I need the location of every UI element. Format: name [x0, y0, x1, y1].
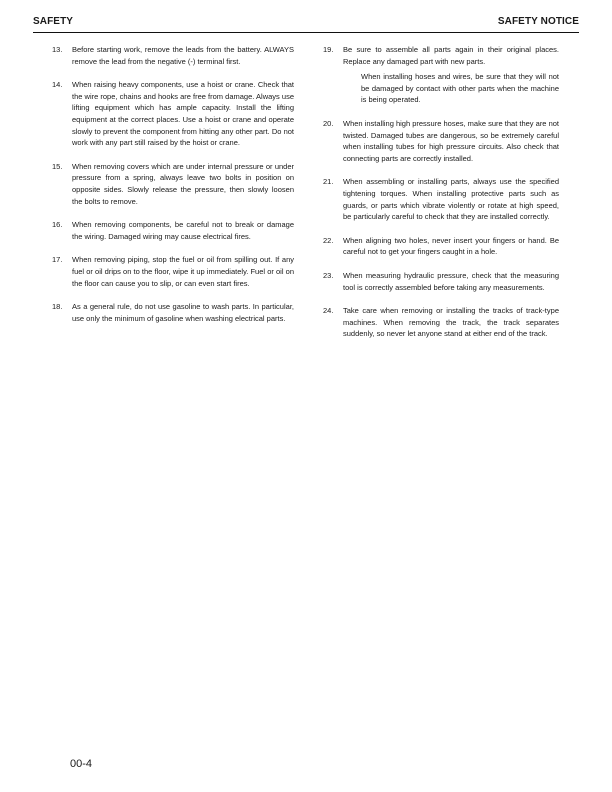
item-number: 18. [52, 302, 63, 312]
item-number: 15. [52, 161, 63, 171]
item-text: When removing covers which are under internal pressure or under pressure from a spring, always leave two bolts in position on opposite sides. Slowly release the pressure, then slowly loosen the bolts to remove. [72, 161, 294, 206]
item-number: 20. [323, 118, 334, 128]
item-text: When removing piping, stop the fuel or oil from spilling out. If any fuel or oil drips on to the floor, wipe it up immediately. Fuel or oil on the floor can cause you to slip, or can even start fires. [72, 255, 294, 288]
list-item [323, 305, 559, 340]
section-title: SAFETY [33, 16, 74, 27]
header-rule [33, 32, 579, 33]
item-number: 24. [323, 306, 334, 316]
list-item [323, 44, 559, 106]
item-text: When measuring hydraulic pressure, check that the measuring tool is correctly assembled before taking any measurements. [343, 270, 559, 292]
right-column [323, 44, 559, 352]
page-header [33, 16, 579, 30]
item-text: Take care when removing or installing the tracks of track-type machines. When removing the track, the track separates suddenly, so never let anyone stand at either end of the track. [343, 306, 559, 339]
item-text: When assembling or installing parts, always use the specified tightening torques. When installing protective parts such as guards, or parts which vibrate violently or rotate at high speed, be particularly careful to check that they are installed correctly. [343, 177, 559, 222]
list-item [52, 254, 294, 289]
left-column [52, 44, 294, 336]
item-number: 19. [323, 45, 334, 54]
list-item [52, 44, 294, 67]
item-number: 14. [52, 80, 63, 90]
item-text: When aligning two holes, never insert your fingers or hand. Be careful not to get your fingers caught in a hole. [343, 235, 559, 257]
list-item [323, 270, 559, 293]
list-item [323, 235, 559, 258]
item-number: 16. [52, 220, 63, 230]
page-number: 00-4 [70, 758, 93, 770]
item-number: 17. [52, 255, 63, 265]
item-text: When removing components, be careful not to break or damage the wiring. Damaged wiring may cause electrical fires. [72, 220, 294, 241]
list-item [52, 161, 294, 207]
item-text: As a general rule, do not use gasoline to wash parts. In particular, use only the minimum of gasoline when washing electrical parts. [72, 302, 294, 323]
item-text: When installing high pressure hoses, make sure that they are not twisted. Damaged tubes are dangerous, so be extremely careful when installing tubes for high pressure circuits. Also check that connecting parts are correctly installed. [343, 118, 559, 163]
item-text: Be sure to assemble all parts again in their original places. Replace any damaged part with new parts. [343, 45, 559, 66]
item-text: Before starting work, remove the leads from the battery. ALWAYS remove the lead from the negative (-) terminal first. [72, 45, 294, 66]
list-item [323, 118, 559, 164]
item-note: When installing hoses and wires, be sure that they will not be damaged by contact with other parts when the machine is being operated. [361, 72, 559, 105]
list-item [52, 219, 294, 242]
item-number: 23. [323, 270, 334, 280]
item-number: 13. [52, 45, 63, 54]
list-item [52, 79, 294, 149]
page-heading: SAFETY NOTICE [497, 16, 579, 27]
item-text: When raising heavy components, use a hoist or crane. Check that the wire rope, chains and hooks are free from damage. Always use lifting equipment which has ample capacity. Install the lifting equipment at the correct places. Use a hoist or crane and operate slowly to prevent the component from hitting any other part. Do not work with any part still raised by the hoist or crane. [72, 80, 294, 148]
list-item [52, 301, 294, 324]
item-number: 22. [323, 235, 334, 245]
item-number: 21. [323, 177, 334, 187]
list-item [323, 176, 559, 222]
